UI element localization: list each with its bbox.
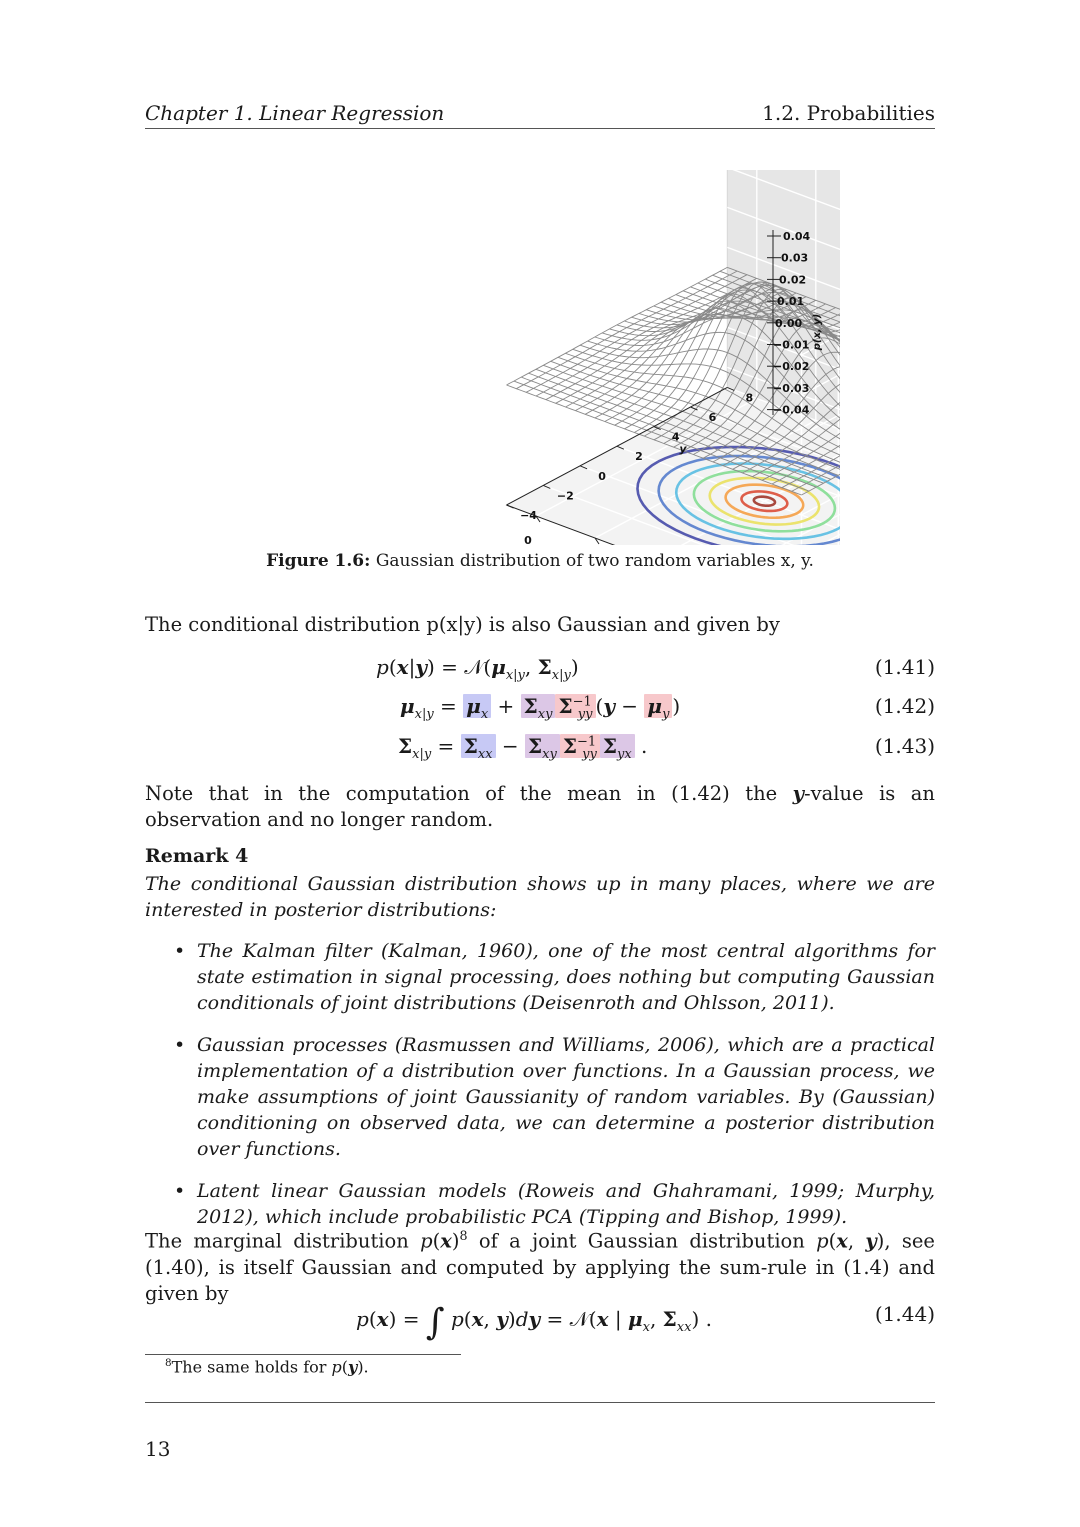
y-tick-label: −4: [520, 509, 537, 522]
remark-bullet-list: [170, 938, 935, 1246]
y-tick-label: 2: [635, 450, 643, 464]
footer-rule: [145, 1402, 935, 1403]
equation-number: (1.44): [874, 1302, 935, 1326]
paragraph-note-end: -value is an observation and no longer random.: [145, 782, 935, 831]
y-tick-label: 6: [708, 411, 717, 424]
z-tick-label: 0.04: [783, 230, 811, 243]
z-tick-label: −0.04: [773, 403, 810, 417]
y-tick-label: −2: [556, 489, 574, 503]
equation-number: (1.43): [874, 734, 935, 758]
figure-caption-text: Gaussian distribution of two random variables x, y.: [375, 551, 814, 571]
z-tick-label: −0.02: [773, 360, 810, 374]
z-tick-label: 0.03: [781, 251, 809, 265]
paragraph-note: Note that in the computation of the mean in (1.42) the y-value is an observation and no longer random.: [145, 782, 935, 831]
equation-1-42: $\mu_{x|y} = \mu_x + \Sigma_{xy}$ $\Sigma^{-1}_{yy}$ ($y - \mu_y$ ) (1.42): [400, 694, 935, 722]
z-tick-label: 0.02: [779, 273, 807, 287]
paragraph-note-start: Note that in the computation of the mean in (1.42) the: [145, 782, 793, 805]
list-item: • Latent linear Gaussian models (Roweis and Ghahramani, 1999; Murphy, 2012), which include probabilistic PCA (Tipping and Bishop, 1999).: [174, 1180, 935, 1228]
equation-1-43: $\Sigma_{x|y} = \Sigma_{xx} - \Sigma_{xy}$ $\Sigma^{-1}_{yy}$ $\Sigma_{yx}$ . (1.43): [398, 734, 935, 762]
equation-1-41: $p(x|y) = 𝒩(\mu_{x|y}$, $\Sigma_{x|y}$) (1.41): [376, 655, 935, 683]
paragraph-conditional: The conditional distribution p(x|y) is also Gaussian and given by: [145, 613, 780, 636]
remark-title: Remark 4: [145, 845, 249, 867]
list-item: • The Kalman filter (Kalman, 1960), one of the most central algorithms for state estimation in signal processing, does nothing but computing Gaussian conditionals of joint distributions (Deisenroth and Ohlsson, 2011).: [174, 940, 935, 1014]
remark-body: The conditional Gaussian distribution shows up in many places, where we are interested in posterior distributions:: [145, 873, 935, 921]
running-header-section: 1.2. Probabilities: [762, 101, 935, 125]
header-rule: [145, 128, 935, 129]
z-tick-label: 0.00: [775, 316, 803, 330]
paragraph-marginal: The marginal distribution $p(x)^8$ of a joint Gaussian distribution p(x, y), see (1.40), is itself Gaussian and computed by applying the sum-rule in (1.4) and given by: [145, 1228, 935, 1305]
equation-number: (1.41): [874, 655, 935, 679]
x-tick-label: 0: [524, 534, 532, 545]
y-tick-label: 0: [598, 469, 606, 483]
gaussian-3d-figure: [240, 170, 840, 545]
footnote-marker: 8: [459, 1228, 468, 1243]
equation-1-44: p(x) = ∫ p(x, y)dy = 𝒩(x | $\mu_x$, $\Sigma_{xx}$) . (1.44): [356, 1302, 935, 1343]
figure-caption: [0, 551, 1080, 571]
figure-caption-label: Figure 1.6:: [266, 551, 371, 571]
y-tick-label: 8: [745, 391, 754, 405]
z-tick-label: 0.01: [777, 295, 805, 309]
y-axis-label: y: [679, 442, 687, 456]
page-number: 13: [145, 1437, 171, 1461]
z-tick-label: −0.03: [773, 381, 810, 395]
list-item: • Gaussian processes (Rasmussen and Williams, 2006), which are a practical implementation of a distribution over functions. In a Gaussian process, we make assumptions of joint Gaussianity of random variables. By (Gaussian) conditioning on observed data, we can determine a posterior distribution over functions.: [174, 1034, 935, 1160]
surface-line: [526, 275, 747, 393]
equation-number: (1.42): [874, 694, 935, 718]
running-header-chapter: Chapter 1. Linear Regression: [145, 101, 445, 125]
footnote-rule: [145, 1354, 461, 1355]
z-axis-label: p(x, y): [812, 313, 823, 351]
y-tick-label: 4: [671, 430, 680, 444]
z-tick-label: −0.01: [773, 338, 810, 352]
footnote: $^8$The same holds for p(y).: [165, 1357, 369, 1377]
